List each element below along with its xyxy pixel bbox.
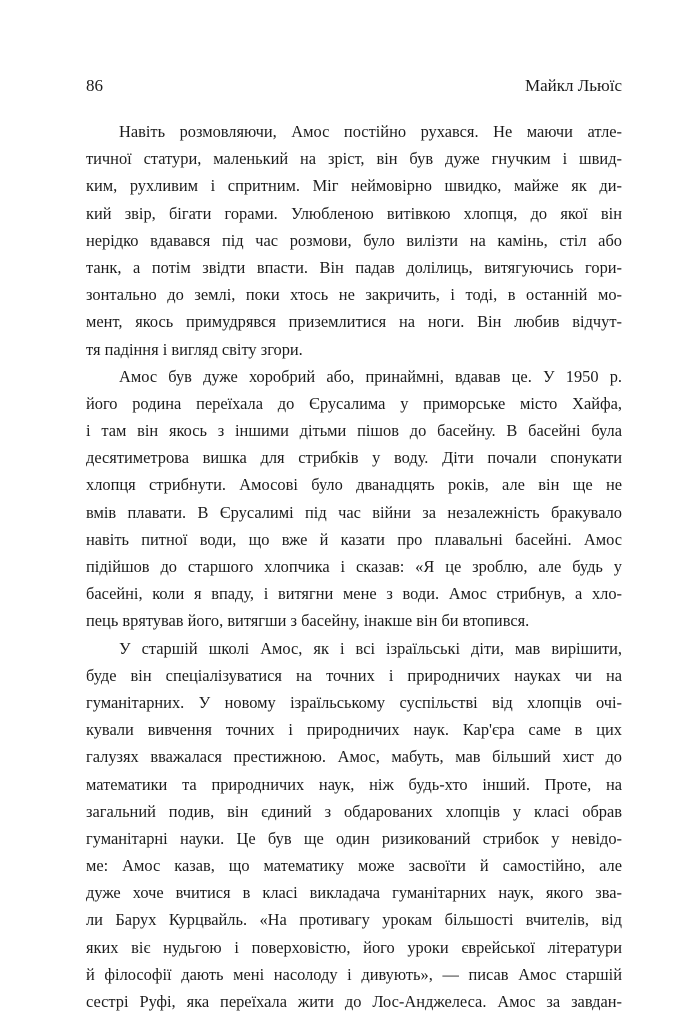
paragraph [86, 118, 622, 363]
text-line: мент, якось примудрявся приземлитися на ноги. Він любив відчут- [86, 312, 622, 332]
text-line: математики та природничих наук, ніж будь-хто інший. Проте, на [86, 774, 622, 794]
text-line: вмів плавати. В Єрусалимі під час війни за незалежність бракувало [86, 502, 622, 522]
running-head: Майкл Льюїс [524, 76, 622, 95]
text-line: Навіть розмовляючи, Амос постійно рухався. Не маючи атле- [119, 122, 622, 141]
text-line: тичної статури, маленький на зріст, він був дуже гнучким і швид- [86, 149, 622, 169]
text-line: тя падіння і вигляд світу згори. [86, 339, 303, 359]
page-header [86, 76, 622, 100]
text-line: галузях вважалася престижною. Амос, мабуть, мав більший хист до [86, 747, 622, 767]
text-line: пець врятував його, витягши з басейну, інакше він би втопився. [86, 611, 530, 631]
text-line: нерідко вдавався під час розмови, було вилізти на камінь, стіл або [86, 230, 622, 250]
text-line: ким, рухливим і спритним. Міг неймовірно швидко, майже як ди- [86, 176, 622, 196]
text-line: яких віє нудьгою і поверховістю, його уроки єврейської літератури [86, 937, 622, 957]
text-line: ме: Амос казав, що математику може засвоїти й самостійно, але [86, 856, 622, 876]
text-line: дуже хоче вчитися в класі викладача гуманітарних наук, якого зва- [86, 883, 622, 903]
paragraph [86, 635, 622, 1016]
text-line: басейні, коли я впаду, і витягни мене з води. Амос стрибнув, а хло- [86, 584, 622, 604]
text-line: хлопця стрибнути. Амосові було дванадцять років, але він ще не [86, 475, 622, 495]
text-line: кували вивчення точних і природничих наук. Кар'єра саме в цих [86, 720, 622, 740]
text-line: Амос був дуже хоробрий або, принаймні, вдавав це. У 1950 р. [119, 366, 622, 386]
text-line: його родина переїхала до Єрусалима у приморське місто Хайфа, [86, 393, 622, 413]
text-line: десятиметрова вишка для стрибків у воду. Діти почали спонукати [86, 448, 622, 468]
page-number: 86 [86, 76, 103, 95]
body-text [86, 118, 622, 1015]
paragraph [86, 363, 622, 635]
text-line: навіть питної води, що вже й казати про плавальні басейні. Амос [86, 529, 622, 549]
text-line: кий звір, бігати горами. Улюбленою витівкою хлопця, до якої він [86, 203, 622, 223]
text-line: підійшов до старшого хлопчика і сказав: «Я це зроблю, але будь у [86, 557, 622, 576]
text-line: загальний подив, він єдиний з обдарованих хлопців у класі обрав [86, 801, 622, 821]
text-line: У старшій школі Амос, як і всі ізраїльські діти, мав вирішити, [119, 638, 622, 658]
text-line: танк, а потім звідти впасти. Він падав долілиць, витягуючись гори- [86, 257, 622, 277]
text-line: сестрі Руфі, яка переїхала жити до Лос-Анджелеса. Амос за завдан- [86, 992, 622, 1011]
text-line: буде він спеціалізуватися на точних і природничих науках чи на [86, 665, 622, 685]
text-line: й філософії дають мені насолоду і дивують», — писав Амос старшій [86, 964, 622, 984]
text-line: ли Барух Курцвайль. «На противагу урокам більшості вчителів, від [86, 910, 622, 930]
text-line: зонтально до землі, поки хтось не закричить, і тоді, в останній мо- [86, 285, 622, 305]
text-line: і там він якось з іншими дітьми пішов до басейну. В басейні була [86, 421, 622, 441]
text-line: гуманітарних. У новому ізраїльському суспільстві від хлопців очі- [86, 692, 622, 712]
text-line: гуманітарні науки. Це був ще один ризикований стрибок у невідо- [86, 828, 622, 848]
